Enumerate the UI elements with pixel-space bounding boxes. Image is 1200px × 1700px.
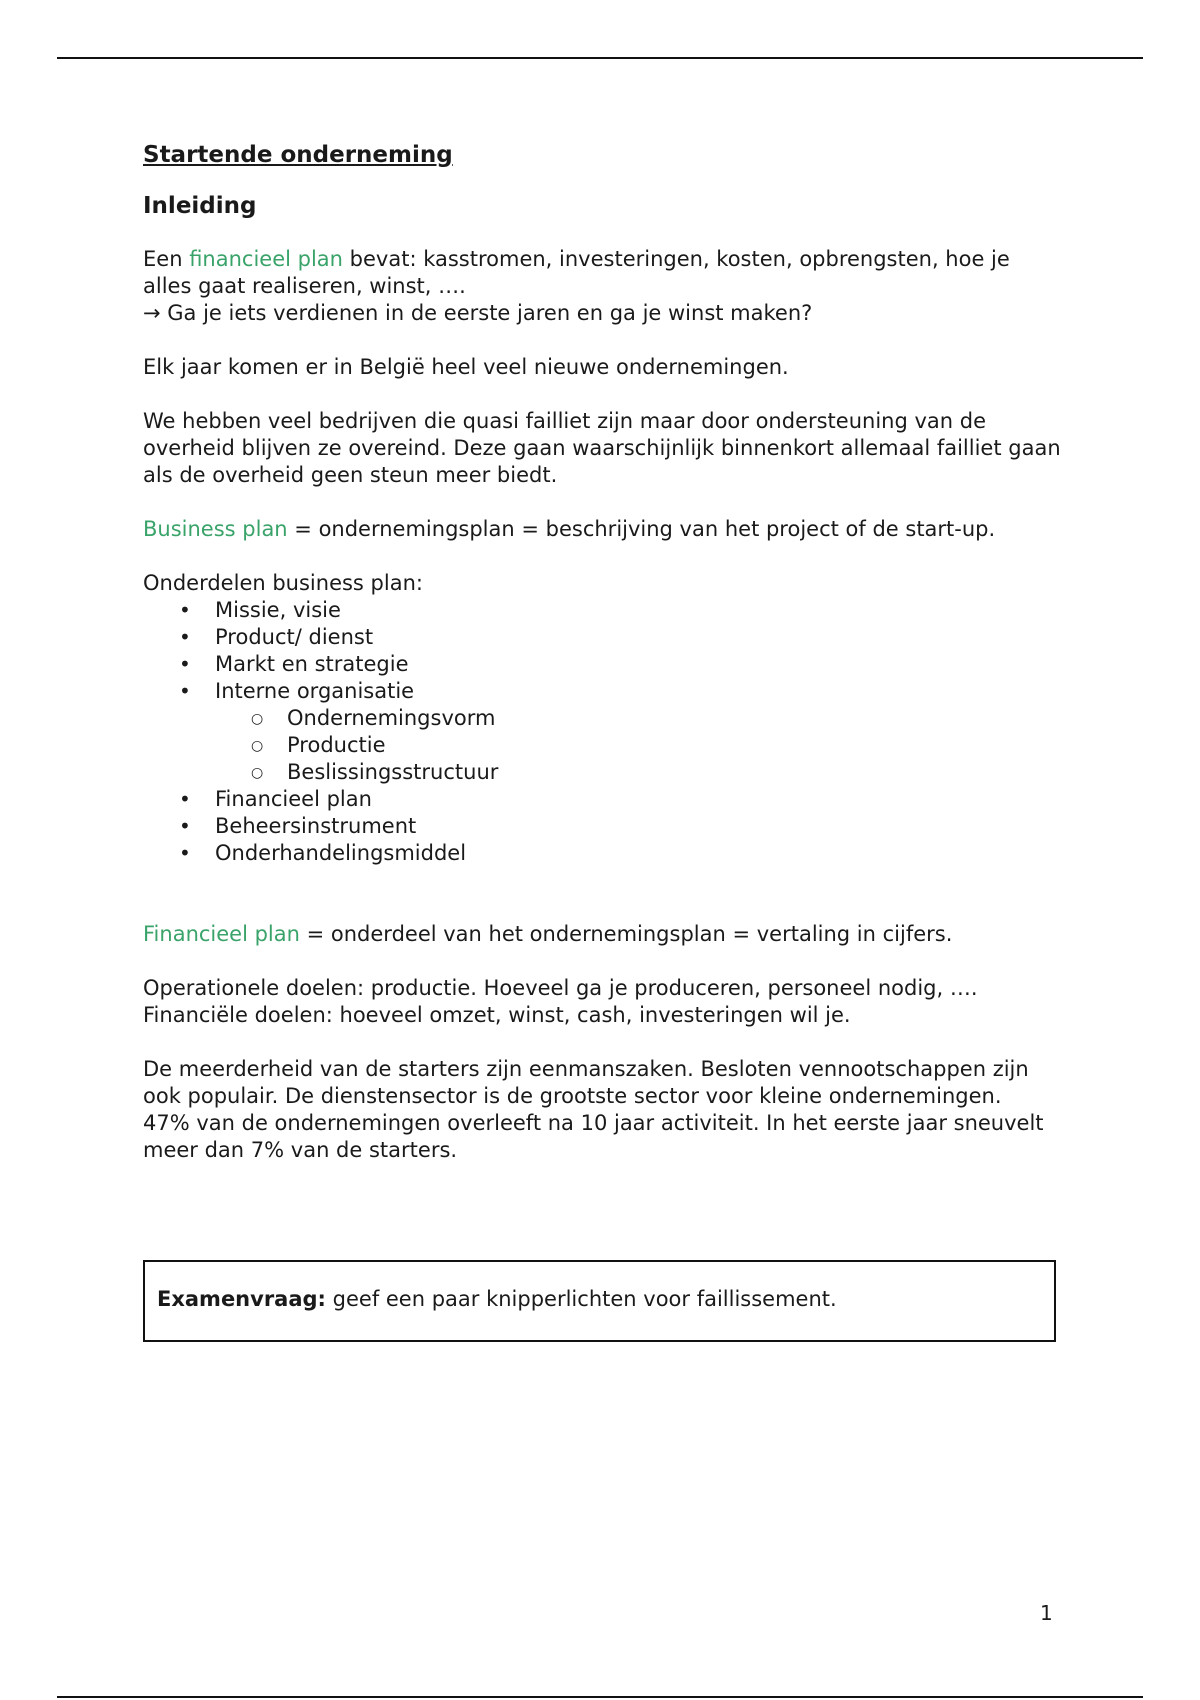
paragraph-financial-plan bbox=[143, 246, 1063, 327]
exam-question-box bbox=[143, 1260, 1056, 1342]
sub-list bbox=[215, 705, 1063, 786]
list-item: • Product/ dienst bbox=[143, 624, 1063, 651]
paragraph-starters bbox=[143, 1056, 1063, 1164]
paragraph-financieel-plan-def bbox=[143, 921, 1063, 948]
list-item: • Missie, visie bbox=[143, 597, 1063, 624]
exam-label: Examenvraag: bbox=[157, 1287, 326, 1311]
paragraph-bankrupt: We hebben veel bedrijven die quasi failliet zijn maar door ondersteuning van de overheid blijven ze overeind. Deze gaan waarschijnlijk binnenkort allemaal failliet gaan als de overheid geen steun meer biedt. bbox=[143, 409, 1061, 487]
sub-list-item: ○ Productie bbox=[215, 732, 1063, 759]
starters-majority: De meerderheid van de starters zijn eenmanszaken. Besloten vennootschappen zijn ook populair. De dienstensector is de grootste sector voor kleine ondernemingen. bbox=[143, 1057, 1029, 1108]
header-rule bbox=[57, 57, 1143, 59]
para1-pre: Een bbox=[143, 247, 190, 271]
exam-text: geef een paar knipperlichten voor faillissement. bbox=[325, 1287, 837, 1311]
list-item-label: Interne organisatie bbox=[215, 679, 415, 703]
sub-list-item: ○ Beslissingsstructuur bbox=[215, 759, 1063, 786]
arrow-line: → Ga je iets verdienen in de eerste jaren en ga je winst maken? bbox=[143, 301, 813, 325]
list-item: • Beheersinstrument bbox=[143, 813, 1063, 840]
term-financieel-plan: financieel plan bbox=[189, 247, 343, 271]
section-heading: Inleiding bbox=[143, 193, 257, 219]
page-content bbox=[143, 142, 1063, 1191]
paragraph-goals bbox=[143, 975, 1063, 1029]
footer-rule bbox=[57, 1696, 1143, 1698]
list-item: • Onderhandelingsmiddel bbox=[143, 840, 1063, 867]
list-item-interne-organisatie bbox=[143, 678, 1063, 786]
list-intro: Onderdelen business plan: bbox=[143, 571, 423, 595]
list-item: • Markt en strategie bbox=[143, 651, 1063, 678]
term-financieel-plan-2: Financieel plan bbox=[143, 922, 300, 946]
document-title: Startende onderneming bbox=[143, 142, 453, 168]
sub-list-item: ○ Ondernemingsvorm bbox=[215, 705, 1063, 732]
operational-goals: Operationele doelen: productie. Hoeveel ga je produceren, personeel nodig, …. bbox=[143, 976, 978, 1000]
paragraph-belgium: Elk jaar komen er in België heel veel nieuwe ondernemingen. bbox=[143, 355, 789, 379]
para4-post: = ondernemingsplan = beschrijving van het project of de start-up. bbox=[287, 517, 996, 541]
list-item: • Financieel plan bbox=[143, 786, 1063, 813]
para1-post: bevat: kasstromen, investeringen, kosten, opbrengsten, hoe je alles gaat realiseren, winst, …. bbox=[143, 247, 1010, 298]
survival-rate: 47% van de ondernemingen overleeft na 10 jaar activiteit. In het eerste jaar sneuvelt meer dan 7% van de starters. bbox=[143, 1111, 1044, 1162]
business-plan-list bbox=[143, 597, 1063, 867]
term-business-plan: Business plan bbox=[143, 517, 288, 541]
para5-post: = onderdeel van het ondernemingsplan = vertaling in cijfers. bbox=[299, 922, 953, 946]
page-number: 1 bbox=[1040, 1601, 1053, 1625]
financial-goals: Financiële doelen: hoeveel omzet, winst, cash, investeringen wil je. bbox=[143, 1003, 851, 1027]
paragraph-business-plan bbox=[143, 516, 1063, 543]
